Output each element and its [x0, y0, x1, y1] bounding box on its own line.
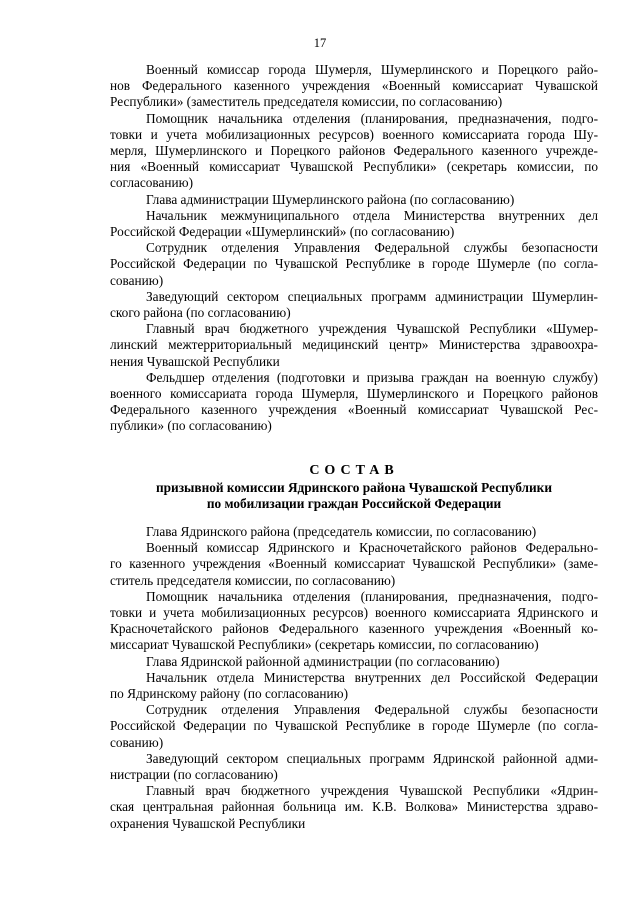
paragraph-line: линский межтерриториальный медицинский центр» Министерства здравоохра- [110, 337, 598, 353]
member-paragraph [110, 702, 598, 751]
member-paragraph [110, 524, 598, 540]
paragraph-line: товки и учета мобилизационных ресурсов) военного комиссариата Ядринского и [110, 605, 598, 621]
paragraph-line: товки и учета мобилизационных ресурсов) военного комиссариата города Шу- [110, 126, 598, 142]
member-paragraph [110, 62, 598, 111]
paragraph-line: Красночетайского районов Федерального казенного учреждения «Военный ко- [110, 621, 598, 637]
paragraph-line: охранения Чувашской Республики [110, 815, 306, 831]
heading-subtitle-line-1: призывной комиссии Ядринского района Чувашской Республики [155, 480, 552, 495]
heading-title: СОСТАВ [309, 463, 399, 478]
paragraph-line: го казенного учреждения «Военный комиссариат Чувашской Республики» (заме- [110, 556, 598, 572]
paragraph-line: нистрации (по согласованию) [110, 767, 278, 783]
paragraph-line: сованию) [110, 272, 164, 288]
member-paragraph [110, 208, 598, 240]
paragraph-line: Начальник межмуниципального отдела Министерства внутренних дел [146, 207, 598, 223]
section-heading [110, 462, 598, 512]
paragraph-line: ская центральная районная больница им. К.В. Волкова» Министерства здраво- [110, 799, 598, 815]
members-list-shumerlinsky [110, 62, 598, 435]
paragraph-line: Заведующий сектором специальных программ администрации Шумерлин- [146, 288, 598, 304]
member-paragraph [110, 751, 598, 783]
paragraph-line: Начальник отдела Министерства внутренних дел Российской Федерации [146, 669, 598, 685]
heading-subtitle-line-2: по мобилизации граждан Российской Федерации [206, 496, 502, 512]
paragraph-line: Военный комиссар Ядринского и Красночетайского районов Федерально- [146, 540, 598, 556]
paragraph-line: по Ядринскому району (по согласованию) [110, 686, 349, 702]
paragraph-line: нов Федерального казенного учреждения «Военный комиссариат Чувашской [110, 78, 598, 94]
paragraph-line: военного комиссариата города Шумерля, Шумерлинского и Порецкого районов [110, 386, 598, 402]
paragraph-line: мерля, Шумерлинского и Порецкого районов Федерального казенного учрежде- [110, 143, 598, 159]
paragraph-line: Российской Федерации по Чувашской Республике в городе Шумерле (по согла- [110, 718, 598, 734]
paragraph-line: Федерального казенного учреждения «Военный комиссариат Чувашской Рес- [110, 402, 598, 418]
member-paragraph [110, 670, 598, 702]
members-list-yadrinsky [110, 524, 598, 832]
member-paragraph [110, 289, 598, 321]
paragraph-line: сованию) [110, 734, 164, 750]
member-paragraph [110, 240, 598, 289]
paragraph-line: ститель председателя комиссии, по согласованию) [110, 572, 396, 588]
member-paragraph [110, 589, 598, 654]
paragraph-line: Помощник начальника отделения (планирования, предназначения, подго- [146, 110, 598, 126]
paragraph-line: Российской Федерации по Чувашской Республике в городе Шумерле (по согла- [110, 256, 598, 272]
paragraph-line: Главный врач бюджетного учреждения Чувашской Республики «Ядрин- [146, 783, 598, 799]
paragraph-line: публики» (по согласованию) [110, 418, 272, 434]
paragraph-line: миссариат Чувашской Республики» (секретарь комиссии, по согласованию) [110, 637, 539, 653]
paragraph-line: Сотрудник отделения Управления Федеральной службы безопасности [146, 240, 598, 256]
paragraph-line: Российской Федерации «Шумерлинский» (по согласованию) [110, 224, 455, 240]
paragraph-line: Фельдшер отделения (подготовки и призыва граждан на военную службу) [146, 369, 598, 385]
paragraph-line: согласованию) [110, 175, 194, 191]
member-paragraph [110, 783, 598, 832]
paragraph-line: Республики» (заместитель председателя комиссии, по согласованию) [110, 94, 503, 110]
member-paragraph [110, 654, 598, 670]
page-number: 17 [313, 36, 327, 50]
paragraph-line: Военный комиссар города Шумерля, Шумерлинского и Порецкого райо- [146, 62, 598, 77]
paragraph-line: ского района (по согласованию) [110, 305, 291, 321]
member-paragraph [110, 111, 598, 192]
paragraph-line: Глава Ядринского района (председатель комиссии, по согласованию) [146, 524, 537, 539]
paragraph-line: нения Чувашской Республики [110, 353, 280, 369]
paragraph-line: Глава администрации Шумерлинского района (по согласованию) [146, 191, 515, 207]
paragraph-line: Помощник начальника отделения (планирования, предназначения, подго- [146, 588, 598, 604]
paragraph-line: Глава Ядринской районной администрации (по согласованию) [146, 653, 500, 669]
paragraph-line: Главный врач бюджетного учреждения Чувашской Республики «Шумер- [146, 321, 598, 337]
paragraph-line: ния «Военный комиссариат Чувашской Республики» (секретарь комиссии, по [110, 159, 598, 175]
paragraph-line: Заведующий сектором специальных программ Ядринской районной адми- [146, 750, 598, 766]
member-paragraph [110, 192, 598, 208]
paragraph-line: Сотрудник отделения Управления Федеральной службы безопасности [146, 702, 598, 718]
member-paragraph [110, 540, 598, 589]
member-paragraph [110, 321, 598, 370]
member-paragraph [110, 370, 598, 435]
